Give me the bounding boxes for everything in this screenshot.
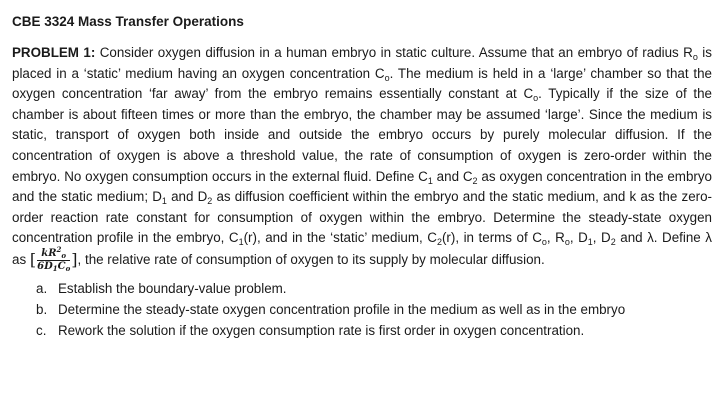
problem-text-6: as oxygen concentration in the embryo and the static medium; D — [12, 168, 713, 205]
problem-text-15: , the relative rate of consumption of oxygen to its supply by molecular diffusion. — [77, 251, 545, 267]
denominator-subscript-o: o — [65, 263, 71, 273]
problem-text-8: as diffusion coefficient within the embryo and the static medium, and k as the zero-order reaction rate constant for consumption of oxygen within the embryo. Determine the steady-state oxygen concentration profile in the embryo, C — [12, 189, 713, 246]
denominator-text-d: 6D — [37, 260, 53, 272]
bracket-open: [ — [29, 250, 37, 270]
course-title: CBE 3324 Mass Transfer Operations — [12, 14, 244, 29]
list-item-text: Establish the boundary-value problem. — [58, 280, 287, 296]
subscript-2: 2 — [207, 196, 213, 207]
subscript-1: 1 — [587, 237, 593, 248]
problem-text-13: , D — [592, 230, 611, 246]
problem-text-7: and D — [166, 189, 208, 205]
subscript-1: 1 — [238, 237, 244, 248]
subscript-o: o — [533, 93, 539, 104]
subscript-2: 2 — [610, 237, 616, 248]
problem-text-3: . The medium is held in a ‘large’ chamber so that the oxygen concentration ‘far away’ from the embryo remains essentially constant at C — [12, 65, 712, 102]
list-item — [36, 278, 712, 299]
list-item — [36, 299, 712, 320]
problem-statement — [12, 43, 712, 272]
subscript-o: o — [541, 237, 547, 248]
problem-text-14: and λ. Define λ as — [12, 230, 712, 267]
lambda-definition — [29, 244, 78, 273]
numerator-subscript: o — [61, 250, 67, 260]
denominator-subscript-1: 1 — [52, 263, 58, 273]
subscript-o: o — [564, 237, 570, 248]
task-list — [12, 278, 712, 341]
problem-text-5: and C — [432, 168, 473, 184]
problem-text-2: is placed in a ‘static’ medium having an oxygen concentration C — [12, 45, 712, 81]
subscript-1: 1 — [427, 175, 433, 186]
list-item-text: Rework the solution if the oxygen consumption rate is first order in oxygen concentration. — [58, 322, 585, 338]
problem-text-1: Consider oxygen diffusion in a human embryo in static culture. Assume that an embryo of radius R — [95, 45, 693, 60]
numerator-text: kR — [41, 247, 57, 259]
subscript-o: o — [384, 72, 390, 83]
problem-text-10: (r), in terms of C — [441, 230, 542, 246]
problem-text-12: , D — [569, 230, 588, 246]
list-marker: a. — [36, 280, 48, 296]
list-marker: b. — [36, 301, 48, 317]
problem-label: PROBLEM 1: — [12, 45, 96, 60]
list-marker: c. — [36, 322, 47, 338]
numerator-superscript: 2 — [56, 244, 62, 254]
subscript-2: 2 — [472, 175, 478, 186]
bracket-close: ] — [71, 250, 78, 270]
subscript-1: 1 — [161, 196, 167, 207]
document — [12, 14, 712, 341]
list-item-text: Determine the steady-state oxygen concentration profile in the medium as well as in the embryo — [58, 301, 626, 317]
list-item — [36, 320, 712, 341]
subscript-2: 2 — [436, 237, 442, 248]
subscript-o: o — [692, 52, 698, 62]
problem-text-4: . Typically if the size of the chamber is about fifteen times or more than the embryo, the chamber may be assumed ‘large’. Since the medium is static, transport of oxygen both inside and outside the embryo occurs by purely molecular diffusion. If the concentration of oxygen is above a threshold value, the rate of consumption of oxygen is zero-order within the embryo. No oxygen consumption occurs in the external fluid. Define C — [12, 86, 712, 184]
problem-text-11: , R — [546, 230, 565, 246]
fraction-numerator — [37, 244, 70, 261]
fraction-denominator — [37, 261, 70, 272]
denominator-text-c: C — [57, 260, 66, 272]
lambda-fraction — [37, 244, 71, 273]
problem-text-9: (r), and in the ‘static’ medium, C — [243, 230, 437, 246]
